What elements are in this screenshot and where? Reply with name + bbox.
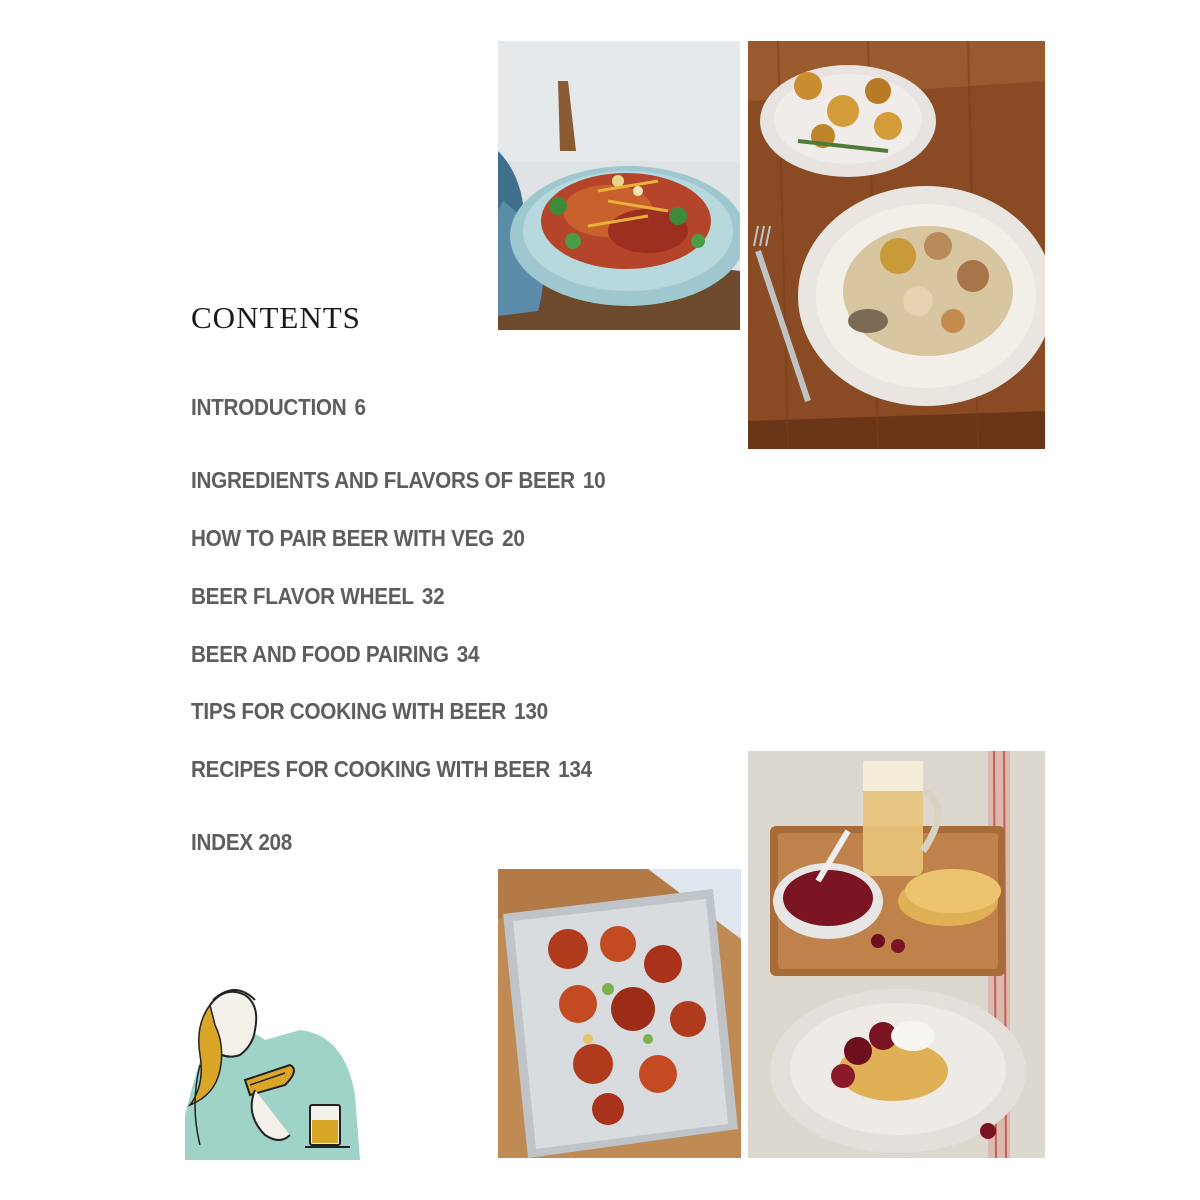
toc-entry-pairing-veg[interactable] (191, 525, 525, 552)
toc-entry-ingredients[interactable] (191, 467, 605, 494)
toc-entry-page: 130 (514, 698, 548, 724)
photo-cherry-pancakes-image (748, 751, 1045, 1158)
toc-entry-flavor-wheel[interactable] (191, 583, 444, 610)
toc-entry-page: 6 (354, 394, 366, 420)
illustration-woman-with-drink (185, 985, 365, 1160)
photo-loaded-fries-image (498, 41, 740, 330)
toc-entry-title: BEER FLAVOR WHEEL (191, 583, 414, 609)
photo-mushroom-potatoes-image (748, 41, 1045, 449)
toc-entry-title: INDEX (191, 829, 253, 855)
toc-entry-introduction[interactable] (191, 394, 366, 421)
toc-entry-page: 20 (502, 525, 525, 551)
toc-entry-title: TIPS FOR COOKING WITH BEER (191, 698, 506, 724)
photo-mushroom-potatoes (748, 41, 1045, 449)
page-title: CONTENTS (191, 300, 361, 335)
toc-entry-title: INTRODUCTION (191, 394, 347, 420)
toc-entry-title: HOW TO PAIR BEER WITH VEG (191, 525, 495, 551)
photo-glazed-cauliflower (498, 869, 741, 1158)
photo-loaded-fries (498, 41, 740, 330)
toc-entry-recipes[interactable] (191, 756, 592, 783)
toc-entry-title: BEER AND FOOD PAIRING (191, 641, 449, 667)
toc-entry-title: INGREDIENTS AND FLAVORS OF BEER (191, 467, 575, 493)
toc-entry-page: 34 (456, 641, 480, 667)
toc-entry-title: RECIPES FOR COOKING WITH BEER (191, 756, 551, 782)
photo-cherry-pancakes (748, 751, 1045, 1158)
toc-entry-page: 134 (558, 756, 592, 782)
toc-entry-page: 32 (421, 583, 445, 609)
toc-entry-index[interactable] (191, 829, 292, 856)
toc-entry-page: 10 (582, 467, 606, 493)
toc-entry-page: 208 (258, 829, 293, 855)
illustration-image (185, 985, 365, 1160)
toc-entry-cooking-tips[interactable] (191, 698, 548, 725)
toc-entry-food-pairing[interactable] (191, 641, 479, 668)
photo-glazed-cauliflower-image (498, 869, 741, 1158)
